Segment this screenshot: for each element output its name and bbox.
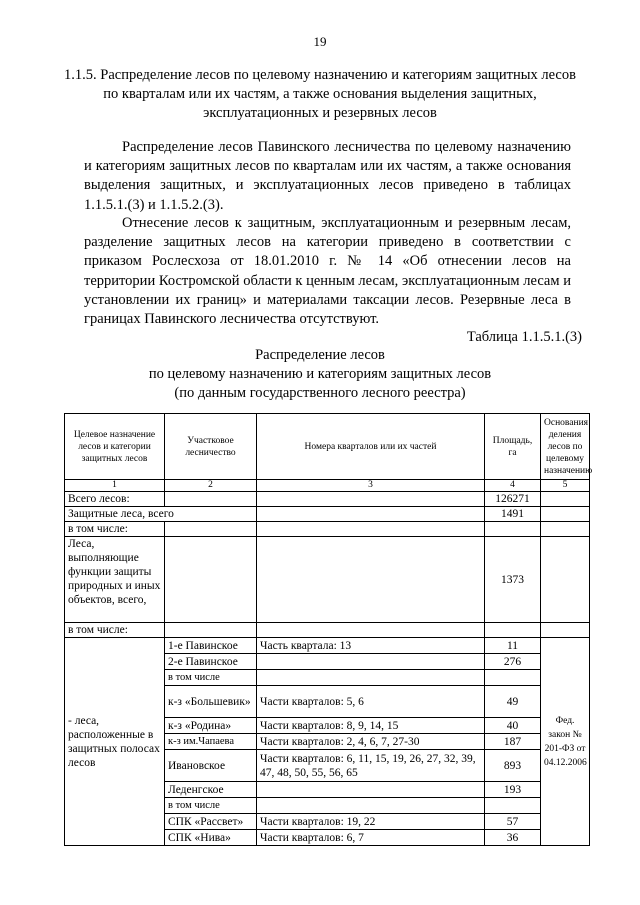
area-cell: 36	[485, 830, 541, 846]
district-cell: 2-е Павинское	[165, 654, 257, 670]
district-cell: в том числе	[165, 670, 257, 686]
row-area: 1491	[485, 507, 541, 522]
district-cell: СПК «Нива»	[165, 830, 257, 846]
basis-cell: Фед. закон № 201-ФЗ от 04.12.2006	[541, 638, 590, 846]
district-cell: к-з «Родина»	[165, 718, 257, 734]
table-row	[65, 623, 590, 638]
quarters-cell	[257, 782, 485, 798]
header-area: Площадь, га	[485, 414, 541, 480]
table-title-line: Распределение лесов	[255, 347, 385, 363]
quarters-cell	[257, 670, 485, 686]
district-cell: к-з им.Чапаева	[165, 734, 257, 750]
area-cell: 40	[485, 718, 541, 734]
header-district: Участковое лесничество	[165, 414, 257, 480]
table-title	[60, 346, 580, 403]
quarters-cell: Части кварталов: 6, 11, 15, 19, 26, 27, 32, 39, 47, 48, 50, 55, 56, 65	[257, 750, 485, 782]
col-number: 5	[541, 480, 590, 492]
area-cell: 276	[485, 654, 541, 670]
table-row	[65, 638, 590, 654]
paragraph-2: Отнесение лесов к защитным, эксплуатационным и резервным лесам, разделение защитных лесов на категории приведено в соответствии с приказом Рослесхоза от 18.01.2010 г. № 14 «Об отнесении лесов на территории Костромской области к ценным лесам, эксплуатационным лесам и установлении их границ» и материалами таксации лесов. Резервные леса в границах Павинского лесничества отсутствуют.	[84, 215, 571, 328]
table-header-row	[65, 414, 590, 480]
table-row	[65, 492, 590, 507]
district-cell: в том числе	[165, 798, 257, 814]
district-cell: 1-е Павинское	[165, 638, 257, 654]
table-row	[65, 507, 590, 522]
table-row	[65, 537, 590, 623]
district-cell: Леденгское	[165, 782, 257, 798]
col-number: 1	[65, 480, 165, 492]
quarters-cell: Части кварталов: 5, 6	[257, 686, 485, 718]
col-number: 4	[485, 480, 541, 492]
col-number: 3	[257, 480, 485, 492]
area-cell: 11	[485, 638, 541, 654]
row-label: в том числе:	[65, 623, 165, 638]
quarters-cell: Части кварталов: 8, 9, 14, 15	[257, 718, 485, 734]
row-area: 1373	[485, 537, 541, 623]
quarters-cell: Части кварталов: 19, 22	[257, 814, 485, 830]
header-purpose: Целевое назначение лесов и категории защитных лесов	[65, 414, 165, 480]
quarters-cell	[257, 654, 485, 670]
quarters-cell	[257, 798, 485, 814]
area-cell: 49	[485, 686, 541, 718]
area-cell: 193	[485, 782, 541, 798]
page-number: 19	[313, 34, 327, 49]
row-area: 126271	[485, 492, 541, 507]
district-cell: СПК «Рассвет»	[165, 814, 257, 830]
header-basis: Основания деления лесов по целевому назначению	[541, 414, 590, 480]
table-title-line: (по данным государственного лесного реестра)	[174, 385, 466, 401]
section-heading: 1.1.5. Распределение лесов по целевому назначению и категориям защитных лесов по кварталам или их частям, а также основания выделения защитных, эксплуатационных и резервных лесов	[64, 67, 576, 121]
header-quarters: Номера кварталов или их частей	[257, 414, 485, 480]
column-number-row	[65, 480, 590, 492]
quarters-cell: Части кварталов: 6, 7	[257, 830, 485, 846]
strips-label: - леса, расположенные в защитных полосах лесов	[65, 638, 165, 846]
area-cell	[485, 798, 541, 814]
district-cell: к-з «Большевик»	[165, 686, 257, 718]
table-title-line: по целевому назначению и категориям защитных лесов	[148, 366, 492, 382]
row-label: Защитные леса, всего	[65, 507, 257, 522]
quarters-cell: Часть квартала: 13	[257, 638, 485, 654]
paragraph-1: Распределение лесов Павинского лесничества по целевому назначению и категориям защитных лесов по кварталам или их частям, а также основания выделения защитных, и эксплуатационных лесов приведено в таблицах 1.1.5.1.(3) и 1.1.5.2.(3).	[84, 139, 571, 213]
area-cell	[485, 670, 541, 686]
table-row	[65, 522, 590, 537]
row-label: в том числе:	[65, 522, 165, 537]
quarters-cell: Части кварталов: 2, 4, 6, 7, 27-30	[257, 734, 485, 750]
area-cell: 893	[485, 750, 541, 782]
row-label: Всего лесов:	[65, 492, 165, 507]
area-cell: 57	[485, 814, 541, 830]
row-label: Леса, выполняющие функции защиты природных и иных объектов, всего,	[65, 537, 165, 623]
area-cell: 187	[485, 734, 541, 750]
col-number: 2	[165, 480, 257, 492]
district-cell: Ивановское	[165, 750, 257, 782]
table-number: Таблица 1.1.5.1.(3)	[466, 329, 582, 345]
forest-distribution-table	[64, 413, 593, 846]
